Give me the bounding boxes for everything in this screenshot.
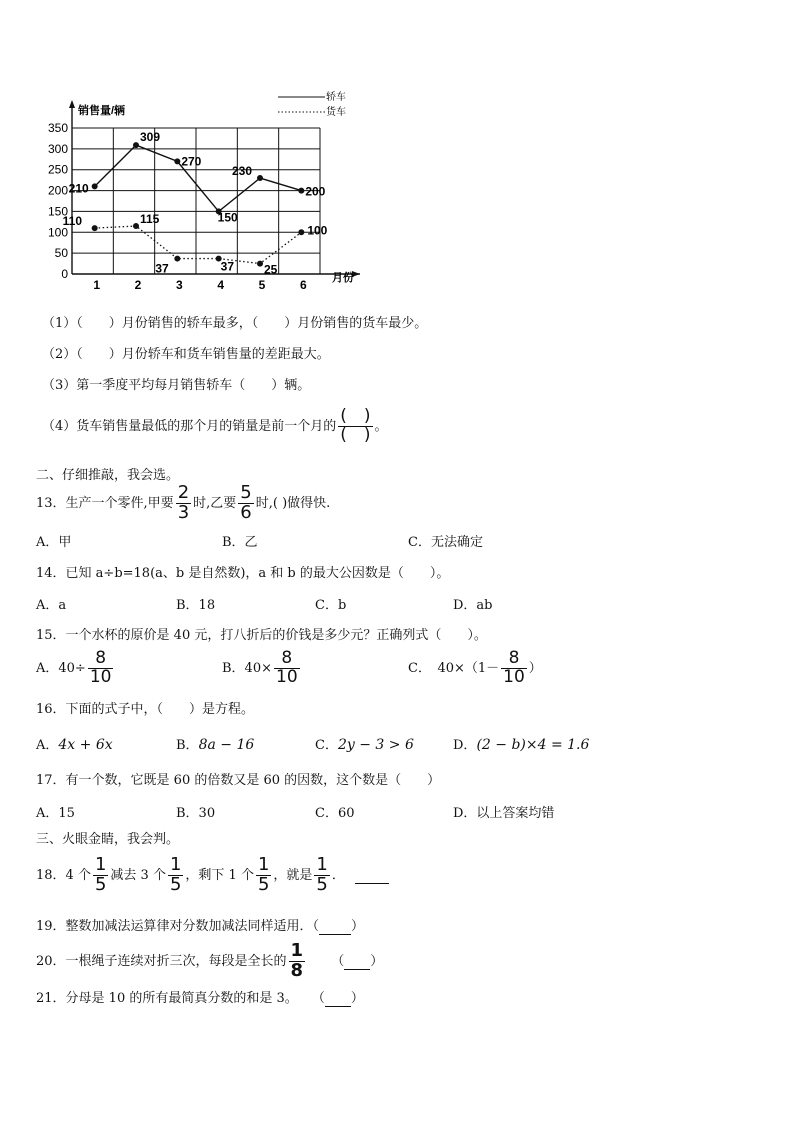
y-axis-label: 销售量/辆 [78,105,126,117]
truck-data-label: 100 [307,223,328,238]
x-tick-labels [93,278,307,292]
q13-text-c: 时,( )做得快. [255,495,331,511]
q21-paren-close: ） [350,991,364,1006]
fraction-denominator: ( ) [340,424,371,445]
fraction-numerator: 1 [94,854,107,875]
car-point [298,188,304,194]
fraction-numerator: 1 [316,854,328,875]
q16-option-c-expr: 2y − 3 > 6 [337,737,414,753]
q16-option-a-label: A． [36,738,59,753]
fraction-denominator: 5 [316,873,328,895]
question-4-fraction [338,408,372,445]
truck-point [174,256,180,262]
y-tick-label: 150 [47,204,68,219]
q16-option-b-expr: 8a − 16 [198,737,255,753]
q15-option-a [36,650,115,687]
section-2-heading: 二、仔细推敲，我会选。 [36,468,180,483]
q14-option-c: C．b [315,598,347,613]
question-14: 14．已知 a÷b=18(a、b 是自然数)，a 和 b 的最大公因数是（ ）。 [36,566,450,581]
car-point [257,175,263,181]
y-tick-label: 100 [47,225,68,240]
q14-option-d: D．ab [453,598,493,613]
y-tick-label: 300 [47,141,68,156]
x-tick-label: 5 [258,278,266,292]
truck-series-line [95,226,302,264]
fraction-numerator: 8 [95,648,107,668]
q16-option-a-expr: 4x + 6x [58,737,113,753]
question-18 [36,856,389,895]
question-2: （2）（ ）月份轿车和货车销售量的差距最大。 [42,347,330,362]
car-point [92,183,98,189]
fraction-numerator: 2 [177,482,190,503]
q16-option-a [36,734,113,753]
q17-option-b: B．30 [176,806,216,821]
y-tick-labels [48,121,68,281]
y-tick-label: 200 [47,183,68,198]
q15-option-c [408,650,542,687]
fraction-numerator: 8 [281,648,293,668]
q18-text-d: ，就是 [273,867,313,883]
section-3-heading: 三、火眼金睛，我会判。 [36,832,180,847]
q18-text-c: ，剩下 1 个 [185,867,254,883]
question-13 [36,484,330,523]
q16-option-d [453,734,589,753]
fraction-denominator: 5 [94,873,107,895]
q15-option-c-text: C． 40×（1－ [408,660,500,676]
truck-point [257,261,263,267]
q18-fraction-3 [256,856,271,895]
q21-text: 21．分母是 10 的所有最简真分数的和是 3。 [36,991,298,1006]
q13-fraction-2 [238,484,253,523]
fraction-numerator: ( ) [340,406,371,426]
q16-option-d-expr: (2 − b)×4 = 1.6 [476,737,590,753]
q15-option-b-text: B．40× [222,660,272,676]
car-point [174,158,180,164]
x-axis-label: 月份 [332,272,354,284]
truck-data-label: 110 [62,214,83,229]
y-tick-label: 350 [47,121,68,135]
question-4 [42,408,388,445]
question-1: （1）（ ）月份销售的轿车最多，（ ）月份销售的货车最少。 [42,316,428,331]
q18-text-e: ． [331,867,345,883]
fraction-denominator: 10 [276,666,298,687]
question-4-text: （4）货车销售量最低的那个月的销量是前一个月的 [42,418,337,434]
fraction-numerator: 8 [508,648,520,668]
truck-data-label: 37 [220,259,235,274]
x-tick-label: 3 [175,278,183,292]
truck-point [298,229,304,235]
fraction-denominator: 8 [290,959,304,981]
car-data-label: 210 [68,181,89,196]
truck-data-label: 25 [264,262,278,277]
q16-option-c [315,734,414,753]
q15-option-c-end: ） [528,660,542,676]
q21-paren-open: （ [311,991,325,1006]
question-4-end: 。 [374,418,388,434]
q21-answer-blank[interactable] [325,991,351,1007]
q20-fraction [289,942,306,981]
fraction-numerator: 1 [169,854,182,875]
q15-option-a-text: A．40÷ [36,660,86,676]
question-3: （3）第一季度平均每月销售轿车（ ）辆。 [42,378,311,393]
fraction-numerator: 5 [240,482,252,503]
q13-fraction-1 [176,484,191,523]
q18-text-a: 18．4 个 [36,867,91,883]
q17-option-d: D．以上答案均错 [453,806,555,821]
q15-option-a-fraction [88,650,114,687]
question-17: 17．有一个数，它既是 60 的倍数又是 60 的因数，这个数是（ ） [36,773,441,788]
q18-answer-blank[interactable] [355,868,389,884]
truck-point [92,225,98,231]
fraction-denominator: 6 [240,501,252,523]
question-20 [36,942,383,981]
q17-option-a: A．15 [36,806,75,821]
q16-option-d-label: D． [453,738,477,753]
q19-answer-blank[interactable] [319,919,351,935]
q13-text-a: 13．生产一个零件,甲要 [36,495,174,511]
q13-option-c: C．无法确定 [408,535,483,550]
q20-answer-blank[interactable] [344,954,370,970]
q18-fraction-4 [314,856,329,895]
chart-grid [72,128,320,274]
x-tick-label: 4 [217,278,225,292]
car-data-label: 230 [232,164,253,179]
fraction-numerator: 1 [257,854,270,875]
q16-option-b-label: B． [176,738,199,753]
q15-option-c-fraction [501,650,527,687]
x-tick-label: 2 [134,278,142,292]
car-data-label: 150 [217,210,238,225]
car-point [133,142,139,148]
fraction-denominator: 5 [257,873,270,895]
q20-paren-open: （ [331,953,345,969]
q15-option-b-fraction [274,650,300,687]
chart-legend [278,91,346,118]
legend-car-label: 轿车 [326,92,346,103]
q14-option-b: B．18 [176,598,216,613]
q20-text: 20．一根绳子连续对折三次，每段是全长的 [36,953,287,969]
q13-option-a: A．甲 [36,535,72,550]
y-axis-arrow [69,100,75,108]
q13-text-b: 时,乙要 [193,495,237,511]
question-16: 16．下面的式子中，（ ）是方程。 [36,702,255,717]
q18-text-b: 减去 3 个 [110,867,166,883]
fraction-denominator: 3 [177,501,190,523]
q13-option-b: B．乙 [222,535,258,550]
car-data-label: 309 [140,130,161,145]
truck-point [133,223,139,229]
y-tick-label: 50 [54,246,68,261]
question-21 [36,987,364,1007]
x-tick-label: 6 [299,278,307,292]
truck-data-label: 115 [140,212,160,227]
fraction-denominator: 10 [503,666,525,687]
fraction-denominator: 5 [169,873,182,895]
q18-fraction-1 [93,856,108,895]
q19-end: ） [351,919,365,934]
car-data-label: 270 [181,154,202,169]
question-19 [36,915,364,935]
q14-option-a: A．a [36,598,67,613]
q19-text: 19．整数加减法运算律对分数加减法同样适用．（ [36,919,320,934]
q18-fraction-2 [168,856,183,895]
x-tick-label: 1 [93,278,101,292]
truck-data-label: 37 [155,261,169,276]
q20-paren-close: ） [370,953,384,969]
q17-option-c: C．60 [315,806,355,821]
legend-truck-label: 货车 [326,107,346,118]
data-labels [63,130,328,276]
fraction-numerator: 1 [290,940,304,961]
q16-option-c-label: C． [315,738,338,753]
fraction-denominator: 10 [89,666,112,687]
y-tick-label: 0 [61,267,68,281]
q16-option-b [176,734,254,753]
y-tick-label: 250 [47,162,68,177]
car-data-label: 200 [305,184,326,199]
sales-line-chart [30,88,380,298]
q15-option-b [222,650,302,687]
question-15: 15．一个水杯的原价是 40 元，打八折后的价钱是多少元？正确列式（ ）。 [36,628,487,643]
